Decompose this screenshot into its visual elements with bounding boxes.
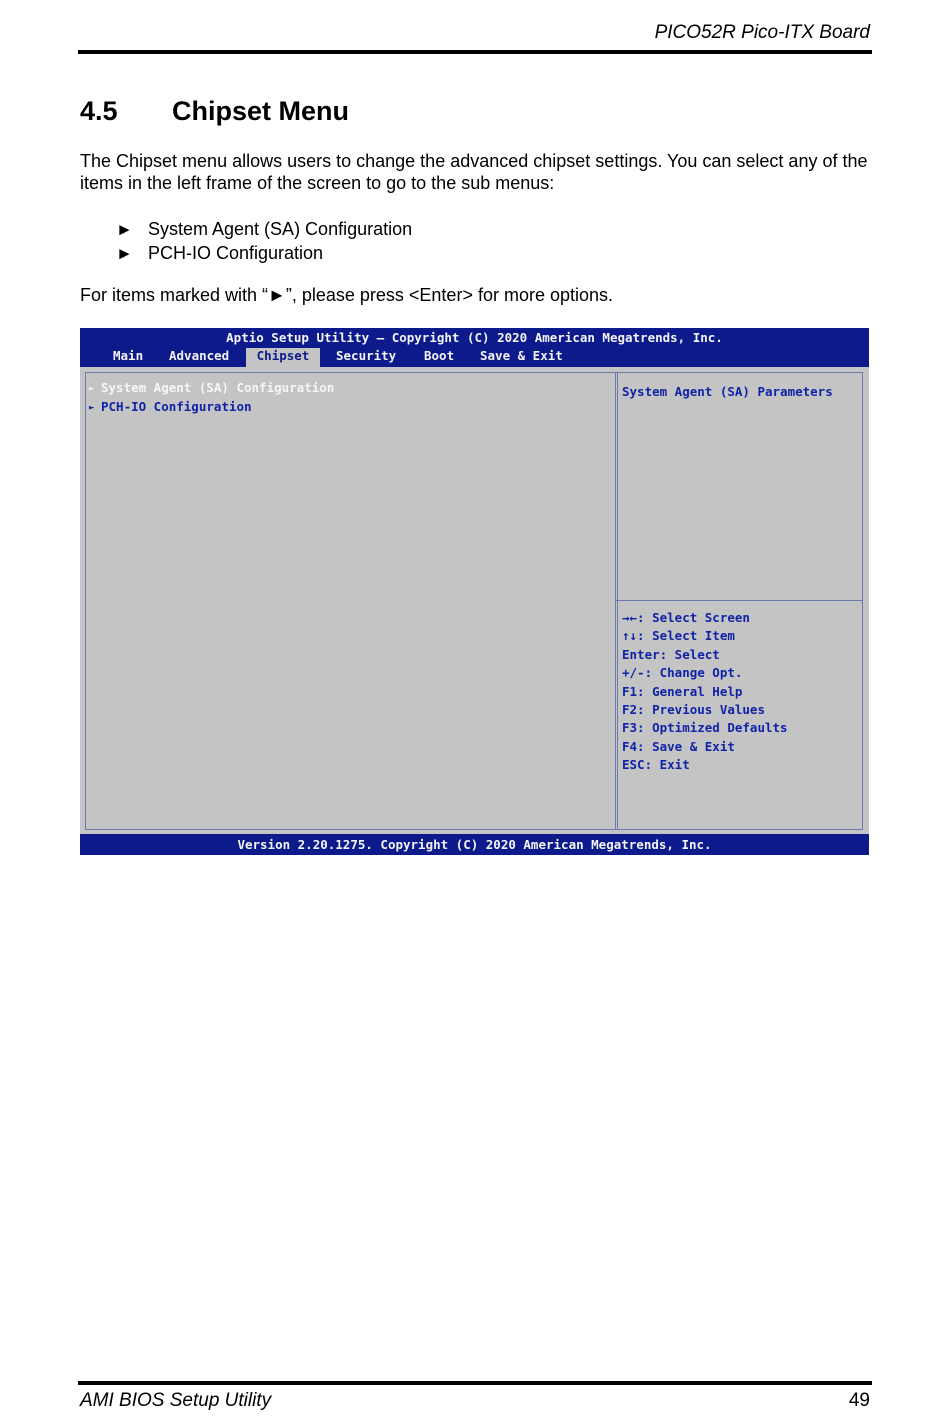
key-legend-item: ↑↓: Select Item (622, 628, 735, 644)
bullet-item (116, 217, 412, 241)
bios-version-bar: Version 2.20.1275. Copyright (C) 2020 American Megatrends, Inc. (80, 834, 869, 855)
bios-title-bar (80, 328, 869, 367)
key-legend-item: F4: Save & Exit (622, 738, 735, 754)
key-legend-item: F1: General Help (622, 683, 743, 699)
bios-title: Aptio Setup Utility – Copyright (C) 2020 American Megatrends, Inc. (226, 330, 723, 345)
submenu-arrow-icon: ► (89, 384, 95, 394)
tab-advanced[interactable]: Advanced (169, 348, 230, 363)
bullet-label: System Agent (SA) Configuration (148, 219, 413, 239)
section-number: 4.5 (80, 96, 118, 126)
menu-item-label: PCH-IO Configuration (101, 399, 252, 414)
submenu-arrow-icon: ► (89, 403, 95, 413)
menu-item-label: System Agent (SA) Configuration (101, 380, 335, 395)
key-legend-item: F3: Optimized Defaults (622, 720, 788, 736)
tab-security[interactable]: Security (336, 348, 397, 363)
help-text: System Agent (SA) Parameters (622, 384, 833, 399)
intro-paragraph: The Chipset menu allows users to change the advanced chipset settings. You can select any of the items in the left frame of the screen to go to the sub menus: (80, 151, 868, 193)
bullet-arrow-icon: ► (116, 220, 133, 239)
bios-screenshot (80, 328, 869, 855)
page-number: 49 (848, 1390, 870, 1411)
key-legend (622, 609, 788, 775)
footer-title: AMI BIOS Setup Utility (80, 1390, 272, 1411)
bullet-arrow-icon: ► (116, 244, 133, 263)
page-header (78, 0, 872, 54)
menu-item-system-agent[interactable] (89, 380, 334, 398)
tab-save-exit[interactable]: Save & Exit (480, 348, 563, 363)
tab-main[interactable]: Main (113, 348, 144, 363)
enter-note: For items marked with “►”, please press <Enter> for more options. (80, 285, 614, 305)
key-legend-item: +/-: Change Opt. (622, 665, 743, 681)
key-legend-item: F2: Previous Values (622, 701, 765, 717)
board-title: PICO52R Pico-ITX Board (654, 22, 870, 43)
menu-item-pch-io[interactable] (89, 399, 252, 417)
tab-chipset[interactable]: Chipset (246, 348, 320, 367)
key-legend-item: Enter: Select (622, 646, 720, 662)
bullet-label: PCH-IO Configuration (148, 243, 324, 263)
bullet-item (116, 241, 412, 265)
page-footer (78, 1381, 872, 1423)
key-legend-item: ESC: Exit (622, 757, 690, 773)
section-title (80, 96, 349, 127)
submenu-bullet-list (116, 217, 412, 265)
key-legend-item: →←: Select Screen (622, 610, 750, 625)
section-title-text: Chipset Menu (172, 96, 350, 126)
bios-help-panel (615, 372, 863, 601)
bios-menu-panel (85, 372, 618, 830)
bios-keys-panel (615, 600, 863, 830)
tab-boot[interactable]: Boot (424, 348, 455, 363)
